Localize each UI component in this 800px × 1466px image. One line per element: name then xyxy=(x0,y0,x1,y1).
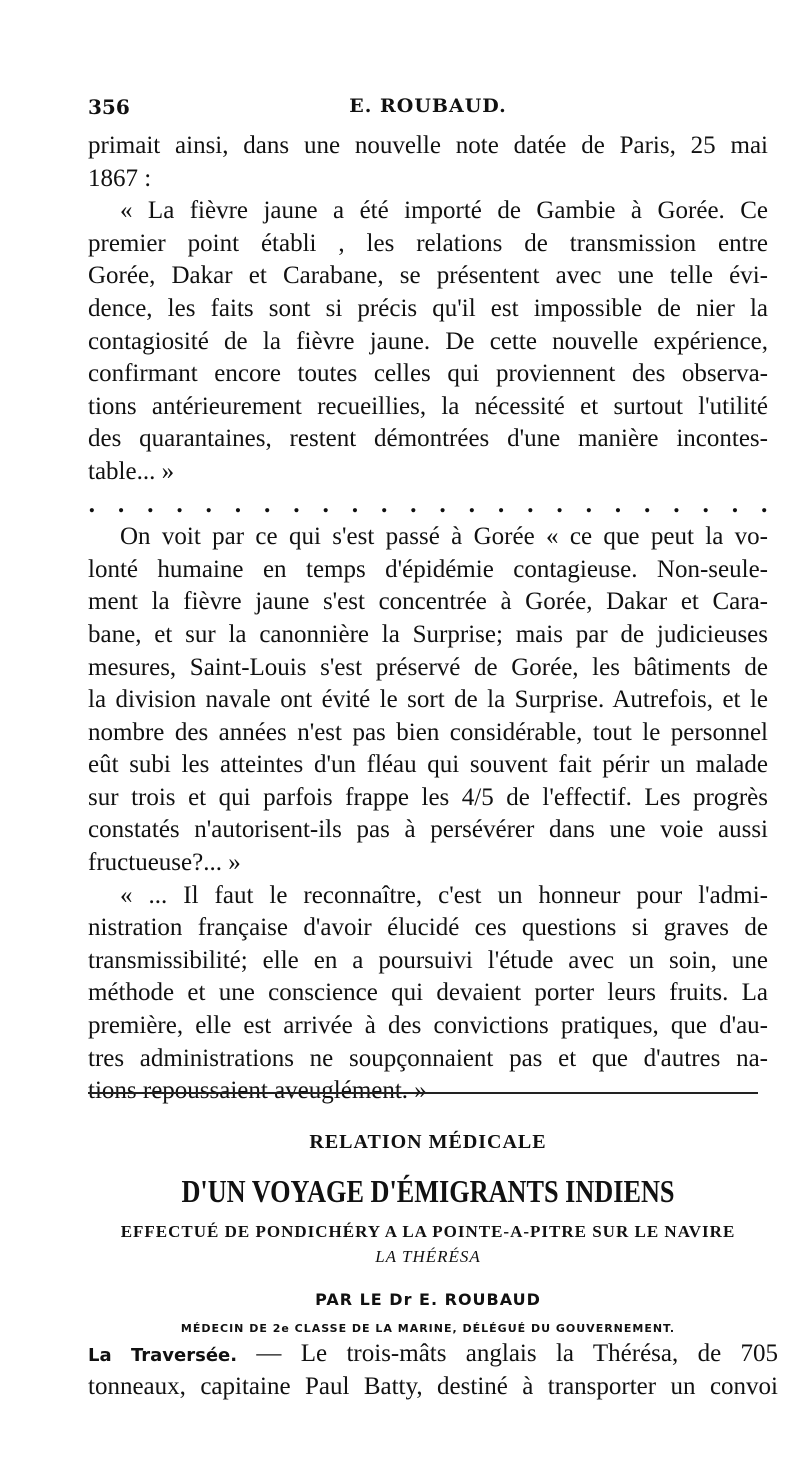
text-line: eût subi les atteintes d'un fléau qui souvent fait périr un malade xyxy=(88,751,768,779)
text-line: nombre des années n'est pas bien considérable, tout le personnel xyxy=(88,718,768,746)
text-line: nistration française d'avoir élucidé ces questions si graves de xyxy=(88,914,768,942)
text-line: « La fièvre jaune a été importé de Gambie à Gorée. Ce xyxy=(120,197,768,225)
text-line: la division navale ont évité le sort de la Surprise. Autrefois, et le xyxy=(88,686,768,714)
text-line: lonté humaine en temps d'épidémie contagieuse. Non-seule- xyxy=(88,555,768,583)
heading-kicker: RELATION MÉDICALE xyxy=(309,1131,547,1153)
text-line: mesures, Saint-Louis s'est préservé de Gorée, les bâtiments de xyxy=(88,653,768,681)
traversee-paragraph xyxy=(88,1338,778,1403)
paragraph-gorée xyxy=(88,521,768,880)
body-text xyxy=(88,130,768,1108)
text-line: On voit par ce qui s'est passé à Gorée « ce que peut la vo- xyxy=(120,523,768,551)
paragraph-administration xyxy=(88,880,768,1108)
text-line: sur trois et qui parfois frappe les 4/5 de l'effectif. Les progrès xyxy=(88,783,768,811)
text-line: tions antérieurement recueillies, la nécessité et surtout l'utilité xyxy=(88,392,768,420)
text-line: Gorée, Dakar et Carabane, se présentent avec une telle évi- xyxy=(88,262,768,290)
text-line: tions repoussaient aveuglément. » xyxy=(88,1077,427,1105)
text-line xyxy=(88,1338,778,1371)
text-line: méthode et une conscience qui devaient porter leurs fruits. La xyxy=(88,979,768,1007)
running-head-author: E. ROUBAUD. xyxy=(349,95,507,117)
text-line: primait ainsi, dans une nouvelle note datée de Paris, 25 mai xyxy=(88,132,768,159)
text-line: tonneaux, capitaine Paul Batty, destiné à transporter un convoi xyxy=(88,1372,778,1400)
text-line: des quarantaines, restent démontrées d'une manière incontes- xyxy=(88,425,768,453)
quotation-block xyxy=(88,195,768,488)
page-number: 356 xyxy=(88,95,130,119)
text-line: tres administrations ne soupçonnaient pas et que d'autres na- xyxy=(88,1044,768,1072)
text-span: — Le trois-mâts anglais la Thérésa, de 705 xyxy=(237,1340,779,1367)
heading-title: D'UN VOYAGE D'ÉMIGRANTS INDIENS xyxy=(181,1173,675,1209)
text-line: transmissibilité; elle en a poursuivi l'étude avec un soin, une xyxy=(88,946,768,974)
paragraph-intro xyxy=(88,130,768,195)
runin-heading: La Traversée. xyxy=(88,1345,238,1366)
heading-ship-name: LA THÉRÉSA xyxy=(375,1247,481,1266)
heading-affiliation: MÉDECIN DE 2e CLASSE DE LA MARINE, DÉLÉGUÉ DU GOUVERNEMENT. xyxy=(180,1322,676,1335)
text-line: constatés n'autorisent-ils pas à persévérer dans une voie aussi xyxy=(88,816,768,844)
text-line: fructueuse?... » xyxy=(88,849,241,877)
text-line: bane, et sur la canonnière la Surprise; mais par de judicieuses xyxy=(88,620,768,648)
heading-subtitle: EFFECTUÉ DE PONDICHÉRY A LA POINTE-A-PITRE SUR LE NAVIRE xyxy=(120,1222,736,1241)
article-heading xyxy=(88,1125,768,1339)
running-header xyxy=(88,95,768,125)
text-line: confirmant encore toutes celles qui proviennent des observa- xyxy=(88,360,768,388)
ellipsis-dots: . . . . . . . . . . . . . . . . . . . . . . . . xyxy=(88,491,768,518)
text-line: première, elle est arrivée à des convictions pratiques, que d'au- xyxy=(88,1012,768,1040)
text-line: « ... Il faut le reconnaître, c'est un honneur pour l'admi- xyxy=(120,881,768,909)
text-line: premier point établi , les relations de transmission entre xyxy=(88,229,768,257)
text-line: dence, les faits sont si précis qu'il est impossible de nier la xyxy=(88,294,768,322)
section-divider xyxy=(88,1092,758,1094)
text-line: 1867 : xyxy=(88,164,152,192)
heading-byline: PAR LE Dr E. ROUBAUD xyxy=(315,1290,541,1309)
text-line: contagiosité de la fièvre jaune. De cette nouvelle expérience, xyxy=(88,327,768,355)
text-line: table... » xyxy=(88,457,175,485)
text-line: ment la fièvre jaune s'est concentrée à Gorée, Dakar et Cara- xyxy=(88,588,768,616)
